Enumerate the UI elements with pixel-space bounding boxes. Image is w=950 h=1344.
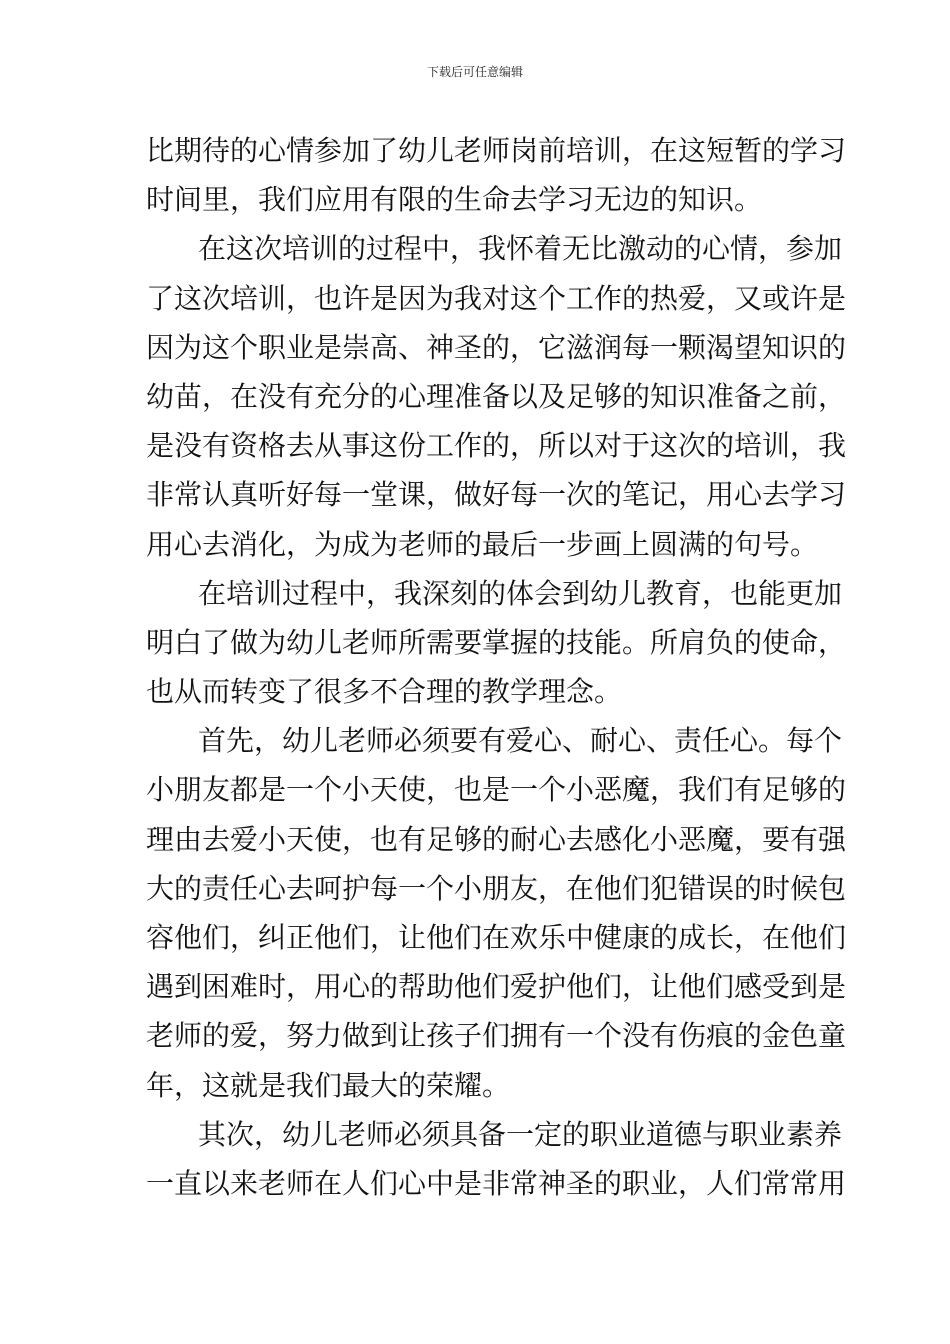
- text-line: 时间里，我们应用有限的生命去学习无边的知识。: [146, 183, 763, 217]
- text-line: 小朋友都是一个小天使，也是一个小恶魔，我们有足够的: [146, 773, 847, 807]
- text-line: 首先，幼儿老师必须要有爱心、耐心、责任心。每个: [198, 724, 843, 758]
- text-line: 是没有资格去从事这份工作的，所以对于这次的培训，我: [146, 429, 847, 463]
- text-line: 老师的爱，努力做到让孩子们拥有一个没有伤痕的金色童: [146, 1019, 847, 1053]
- document-body: [146, 126, 847, 1208]
- text-line: 也从而转变了很多不合理的教学理念。: [146, 675, 623, 709]
- text-line: 用心去消化，为成为老师的最后一步画上圆满的句号。: [146, 527, 819, 561]
- text-line: 了这次培训，也许是因为我对这个工作的热爱，又或许是: [146, 281, 847, 315]
- text-line: 一直以来老师在人们心中是非常神圣的职业，人们常常用: [146, 1166, 847, 1200]
- text-line: 容他们，纠正他们，让他们在欢乐中健康的成长，在他们: [146, 921, 847, 954]
- text-line: 明白了做为幼儿老师所需要掌握的技能。所肩负的使命，: [146, 625, 847, 659]
- text-line: 幼苗，在没有充分的心理准备以及足够的知识准备之前，: [146, 379, 847, 413]
- text-line: 非常认真听好每一堂课，做好每一次的笔记，用心去学习: [146, 478, 847, 512]
- text-line: 其次，幼儿老师必须具备一定的职业道德与职业素养: [198, 1117, 843, 1151]
- text-line: 因为这个职业是崇高、神圣的，它滋润每一颗渴望知识的: [146, 330, 847, 364]
- text-line: 在这次培训的过程中，我怀着无比激动的心情，参加: [198, 232, 843, 266]
- text-line: 遇到困难时，用心的帮助他们爱护他们，让他们感受到是: [146, 970, 847, 1004]
- text-line: 大的责任心去呵护每一个小朋友，在他们犯错误的时候包: [146, 871, 847, 905]
- text-line: 比期待的心情参加了幼儿老师岗前培训，在这短暂的学习: [146, 134, 847, 167]
- text-line: 理由去爱小天使，也有足够的耐心去感化小恶魔，要有强: [146, 822, 847, 856]
- page-header: 下载后可任意编辑: [426, 65, 523, 79]
- text-line: 在培训过程中，我深刻的体会到幼儿教育，也能更加: [198, 576, 843, 610]
- text-line: 年，这就是我们最大的荣耀。: [146, 1068, 511, 1102]
